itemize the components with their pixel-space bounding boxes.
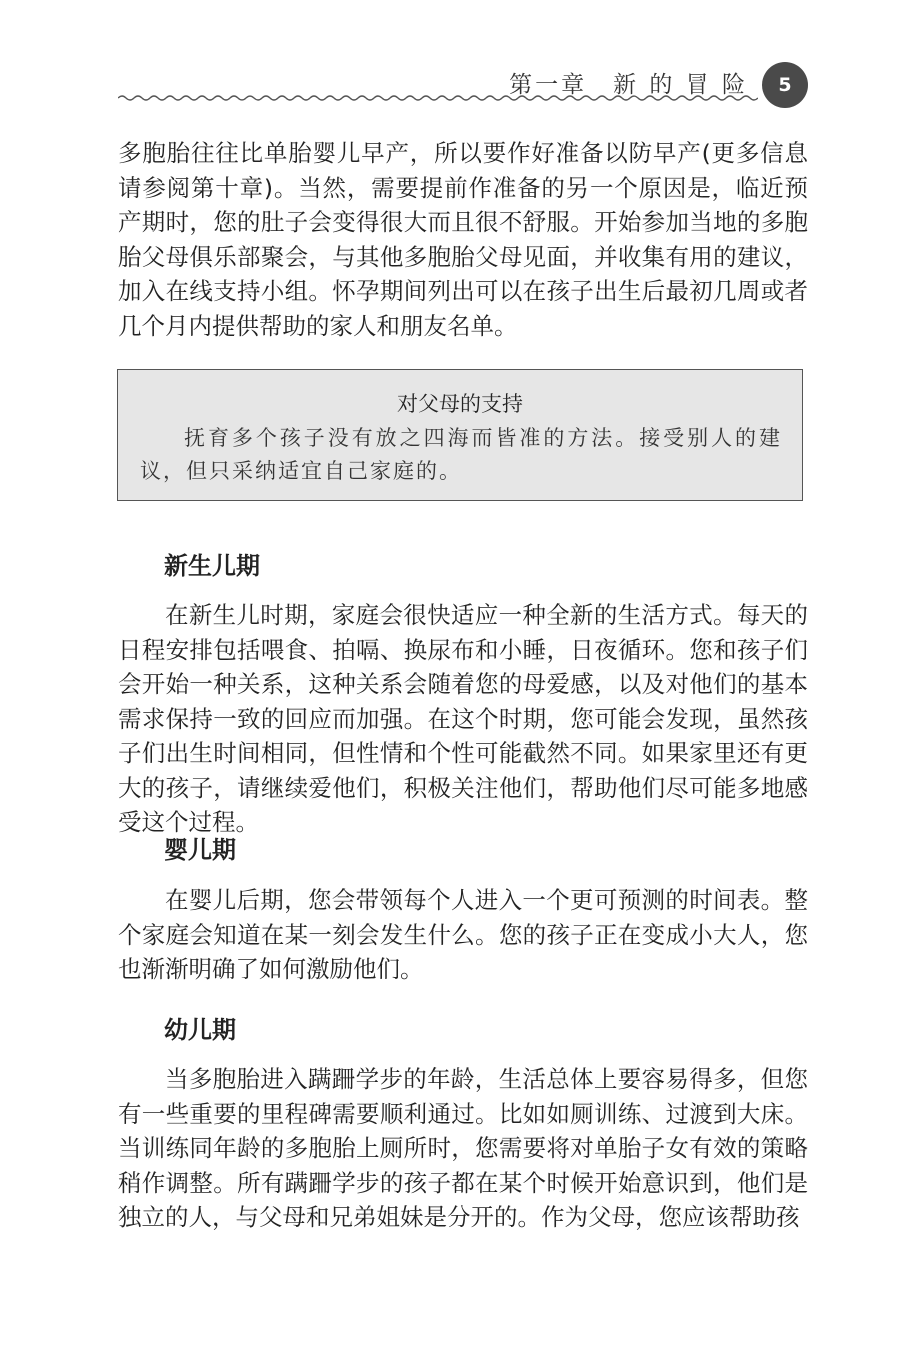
page-number-badge: 5: [762, 62, 808, 108]
sidebar-body: 抚育多个孩子没有放之四海而皆准的方法。接受别人的建议，但只采纳适宜自己家庭的。: [140, 426, 782, 483]
wavy-rule: [118, 94, 758, 102]
section-heading-infant: 婴儿期: [164, 836, 236, 864]
section-body-toddler: 当多胞胎进入蹒跚学步的年龄，生活总体上要容易得多，但您有一些重要的里程碑需要顺利通过。比如如厕训练、过渡到大床。当训练同年龄的多胞胎上厕所时，您需要将对单胎子女有效的策略稍作调整。所有蹒跚学步的孩子都在某个时候开始意识到，他们是独立的人，与父母和兄弟姐妹是分开的。作为父母，您应该帮助孩: [118, 1065, 808, 1231]
section-body-infant: 在婴儿后期，您会带领每个人进入一个更可预测的时间表。整个家庭会知道在某一刻会发生什么。您的孩子正在变成小大人，您也渐渐明确了如何激励他们。: [118, 886, 808, 983]
section-heading-newborn: 新生儿期: [164, 552, 260, 580]
chapter-title: 第一章 新 的 冒 险: [509, 72, 748, 98]
support-sidebar-box: [117, 369, 803, 501]
sidebar-title: 对父母的支持: [397, 392, 523, 416]
section-body-newborn: 在新生儿时期，家庭会很快适应一种全新的生活方式。每天的日程安排包括喂食、拍嗝、换尿布和小睡，日夜循环。您和孩子们会开始一种关系，这种关系会随着您的母爱感，以及对他们的基本需求保持一致的回应而加强。在这个时期，您可能会发现，虽然孩子们出生时间相同，但性情和个性可能截然不同。如果家里还有更大的孩子，请继续爱他们，积极关注他们，帮助他们尽可能多地感受这个过程。: [118, 601, 808, 836]
intro-paragraph: 多胞胎往往比单胎婴儿早产，所以要作好准备以防早产(更多信息请参阅第十章)。当然，需要提前作准备的另一个原因是，临近预产期时，您的肚子会变得很大而且很不舒服。开始参加当地的多胞胎父母俱乐部聚会，与其他多胞胎父母见面，并收集有用的建议，加入在线支持小组。怀孕期间列出可以在孩子出生后最初几周或者几个月内提供帮助的家人和朋友名单。: [118, 139, 808, 340]
section-heading-toddler: 幼儿期: [164, 1016, 236, 1044]
running-header: [118, 58, 808, 108]
